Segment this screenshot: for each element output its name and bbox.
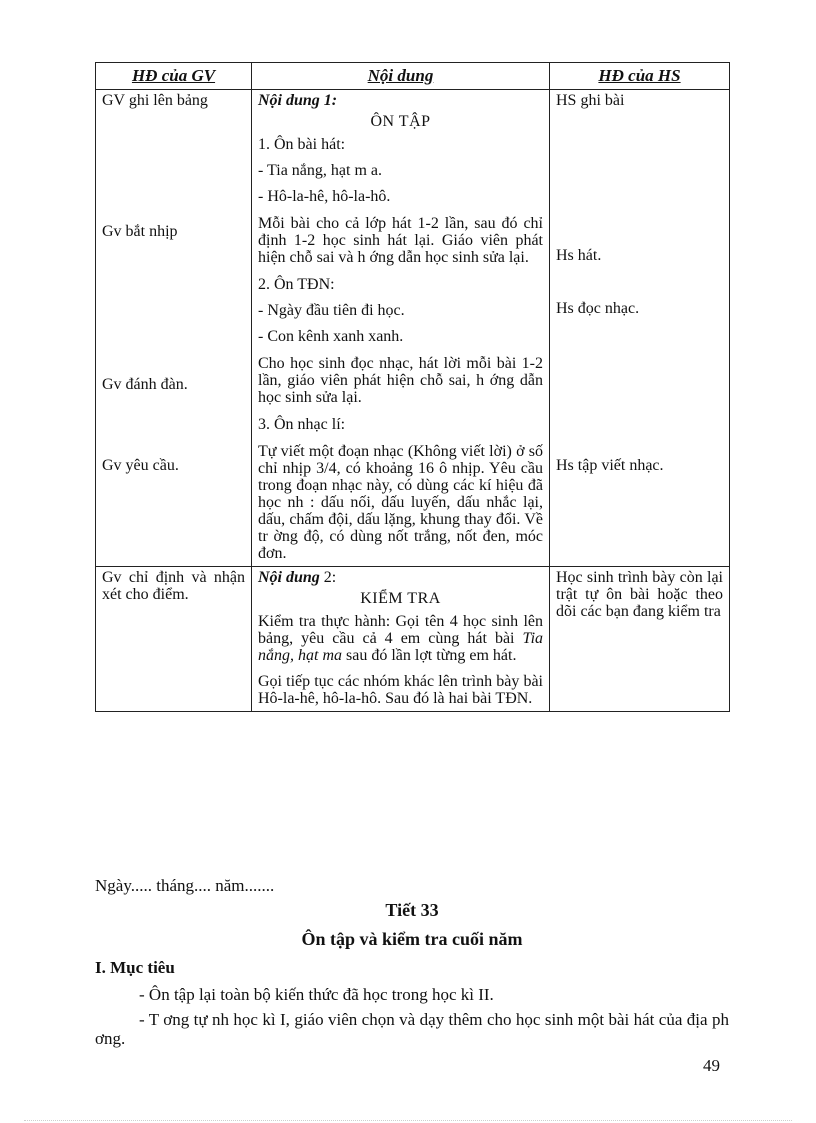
content-text: Kiểm tra thực hành: Gọi tên 4 học sinh lên bảng, yêu cầu cả 4 em cùng hát bài bbox=[258, 613, 543, 647]
content-paragraph: Tự viết một đoạn nhạc (Không viết lời) ở số chỉ nhịp 3/4, có khoảng 16 ô nhịp. Yêu cầu trong đoạn nhạc này, có dùng các kí hiệu đã học nh : dấu nối, dấu luyến, dấu nhắc lại, dấu, chấm đội, dấu lặng, khung thay đổi. Về tr ờng độ, có dùng nốt trắng, nốt đen, móc đơn. bbox=[258, 443, 543, 562]
lesson-title: Ôn tập và kiểm tra cuối năm bbox=[301, 929, 523, 949]
page-bottom-divider bbox=[24, 1120, 792, 1121]
content-line: - Hô-la-hê, hô-la-hô. bbox=[258, 188, 391, 205]
lesson-number: Tiết 33 bbox=[385, 900, 439, 920]
content-line: 2. Ôn TĐN: bbox=[258, 276, 335, 293]
teacher-activity-item: Gv bắt nhịp bbox=[102, 223, 178, 240]
teacher-activity-cell: Gv chỉ định và nhận xét cho điểm. bbox=[96, 567, 252, 712]
content-section-title: Nội dung 1: bbox=[258, 92, 338, 109]
content-line: - Ngày đầu tiên đi học. bbox=[258, 302, 405, 319]
content-line: 1. Ôn bài hát: bbox=[258, 136, 346, 153]
header-content: Nội dung bbox=[252, 63, 550, 90]
objective-item: - Ôn tập lại toàn bộ kiến thức đã học trong học kì II. bbox=[139, 985, 494, 1004]
teacher-activity-item: Gv đánh đàn. bbox=[102, 376, 188, 393]
table-row bbox=[96, 567, 730, 712]
song-title: Tia nắng, hạt ma bbox=[258, 630, 544, 664]
section-heading: I. Mục tiêu bbox=[95, 958, 175, 977]
content-paragraph bbox=[258, 613, 543, 664]
student-activity-cell bbox=[550, 90, 730, 567]
date-line: Ngày..... tháng.... năm....... bbox=[95, 876, 275, 895]
table-header-row bbox=[96, 63, 730, 90]
teacher-activity-item: GV ghi lên bảng bbox=[102, 92, 208, 109]
header-student-activity: HĐ của HS bbox=[550, 63, 730, 90]
student-activity-item: Hs đọc nhạc. bbox=[556, 300, 640, 317]
table-row bbox=[96, 90, 730, 567]
lesson-activity-table bbox=[95, 62, 730, 712]
teacher-activity-cell bbox=[96, 90, 252, 567]
content-section-title-number: 2: bbox=[323, 569, 337, 586]
teacher-activity-item: Gv yêu cầu. bbox=[102, 457, 179, 474]
content-cell bbox=[252, 567, 550, 712]
student-activity-item: HS ghi bài bbox=[556, 92, 625, 109]
content-paragraph: Gọi tiếp tục các nhóm khác lên trình bày bài Hô-la-hê, hô-la-hô. Sau đó là hai bài TĐN. bbox=[258, 673, 543, 707]
content-section-title bbox=[258, 569, 543, 586]
content-line: - Con kênh xanh xanh. bbox=[258, 328, 404, 345]
content-section-heading: ÔN TẬP bbox=[370, 113, 431, 130]
header-teacher-activity: HĐ của GV bbox=[96, 63, 252, 90]
student-activity-cell: Học sinh trình bày còn lại trật tự ôn bài hoặc theo dõi các bạn đang kiểm tra bbox=[550, 567, 730, 712]
content-paragraph: Mỗi bài cho cả lớp hát 1-2 lần, sau đó chỉ định 1-2 học sinh hát lại. Giáo viên phát hiện chỗ sai và h ớng dẫn học sinh sửa lại. bbox=[258, 215, 543, 266]
objective-item: - T ơng tự nh học kì I, giáo viên chọn và dạy thêm cho học sinh một bài hát của địa ph ơng. bbox=[95, 1010, 729, 1048]
content-text: sau đó lần lợt từng em hát. bbox=[346, 647, 517, 664]
content-cell bbox=[252, 90, 550, 567]
page-number: 49 bbox=[703, 1056, 720, 1075]
content-line: 3. Ôn nhạc lí: bbox=[258, 416, 346, 433]
student-activity-item: Hs hát. bbox=[556, 247, 602, 264]
student-activity-item: Hs tập viết nhạc. bbox=[556, 457, 664, 474]
content-section-title-text: Nội dung bbox=[258, 569, 320, 586]
content-section-heading: KIỂM TRA bbox=[360, 590, 441, 607]
content-paragraph: Cho học sinh đọc nhạc, hát lời mỗi bài 1-2 lần, giáo viên phát hiện chỗ sai, h ớng dẫn học sinh sửa lại. bbox=[258, 355, 543, 406]
content-line: - Tia nắng, hạt m a. bbox=[258, 162, 382, 179]
